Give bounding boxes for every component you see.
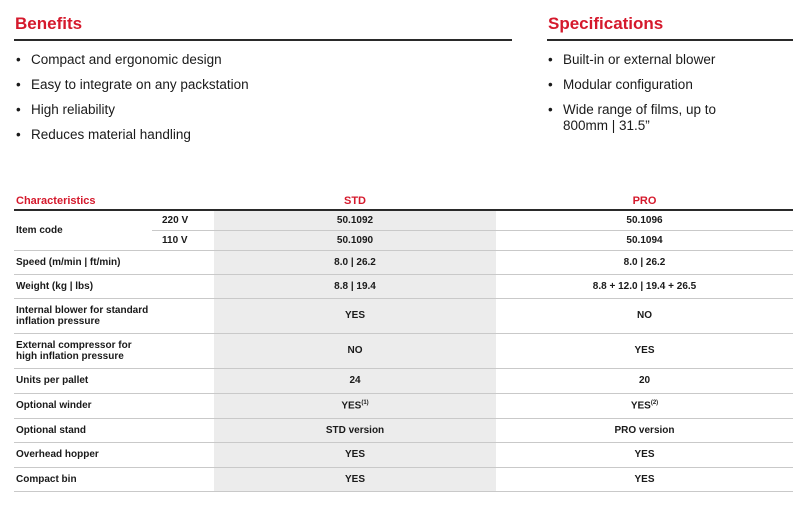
std-value: 50.1092 [214,210,496,230]
row-label: Compact bin [14,467,214,491]
row-label: Optional winder [14,393,214,418]
table-row [14,418,793,442]
bullet-icon: • [16,127,21,142]
table-row [14,250,793,274]
table-row [14,274,793,298]
row-label: Units per pallet [14,368,214,393]
std-value: YES [214,442,496,467]
row-label: Weight (kg | lbs) [14,274,214,298]
table-header-row [14,192,793,210]
std-value: STD version [214,418,496,442]
row-label: Internal blower for standard inflation pressure [14,298,214,333]
specification-item: • Wide range of films, up to 800mm | 31.5” [548,102,717,133]
std-value: YES [214,467,496,491]
row-label: Overhead hopper [14,442,214,467]
benefit-item: • High reliability [16,102,116,117]
pro-value: PRO version [496,418,793,442]
benefits-list [16,52,506,152]
bullet-icon: • [16,52,21,67]
pro-value: YES [496,442,793,467]
pro-value: 8.0 | 26.2 [496,250,793,274]
bullet-icon: • [548,102,553,117]
voltage-label: 220 V [152,210,214,230]
bullet-icon: • [16,77,21,92]
pro-value: YES$^{(2)}$ [496,393,793,418]
table-row [14,393,793,418]
pro-value: YES [496,467,793,491]
std-value: 24 [214,368,496,393]
table-row [14,368,793,393]
benefit-item: • Compact and ergonomic design [16,52,222,67]
bullet-icon: • [548,77,553,92]
specification-item: • Built-in or external blower [548,52,716,67]
specifications-list [548,52,748,143]
row-label: External compressor for high inflation pressure [14,333,214,368]
pro-value: YES [496,333,793,368]
std-value: YES$^{(1)}$ [214,393,496,418]
table-row [14,210,793,230]
table-row [14,333,793,368]
specification-item: • Modular configuration [548,77,693,92]
row-label: Speed (m/min | ft/min) [14,250,214,274]
specifications-heading: Specifications [548,14,664,33]
benefits-divider [14,39,512,41]
footnote-marker: (1) [361,399,369,406]
characteristics-table [14,192,793,492]
row-label: Optional stand [14,418,214,442]
pro-value: 50.1094 [496,230,793,250]
row-label: Item code [14,210,152,250]
pro-value: 8.8 + 12.0 | 19.4 + 26.5 [496,274,793,298]
benefit-item: • Reduces material handling [16,127,191,142]
column-header-pro: PRO [496,192,793,210]
table-row [14,467,793,491]
pro-value: NO [496,298,793,333]
bullet-icon: • [16,102,21,117]
voltage-label: 110 V [152,230,214,250]
table-row [14,442,793,467]
specifications-divider [547,39,793,41]
std-value: 50.1090 [214,230,496,250]
pro-value: 20 [496,368,793,393]
std-value: NO [214,333,496,368]
column-header-std: STD [214,192,496,210]
table-row [14,298,793,333]
std-value: 8.0 | 26.2 [214,250,496,274]
bullet-icon: • [548,52,553,67]
std-value: YES [214,298,496,333]
footnote-marker: (2) [650,399,659,406]
benefit-item: • Easy to integrate on any packstation [16,77,249,92]
pro-value: 50.1096 [496,210,793,230]
std-value: 8.8 | 19.4 [214,274,496,298]
column-header-characteristics: Characteristics [14,192,214,210]
benefits-heading: Benefits [15,14,83,33]
